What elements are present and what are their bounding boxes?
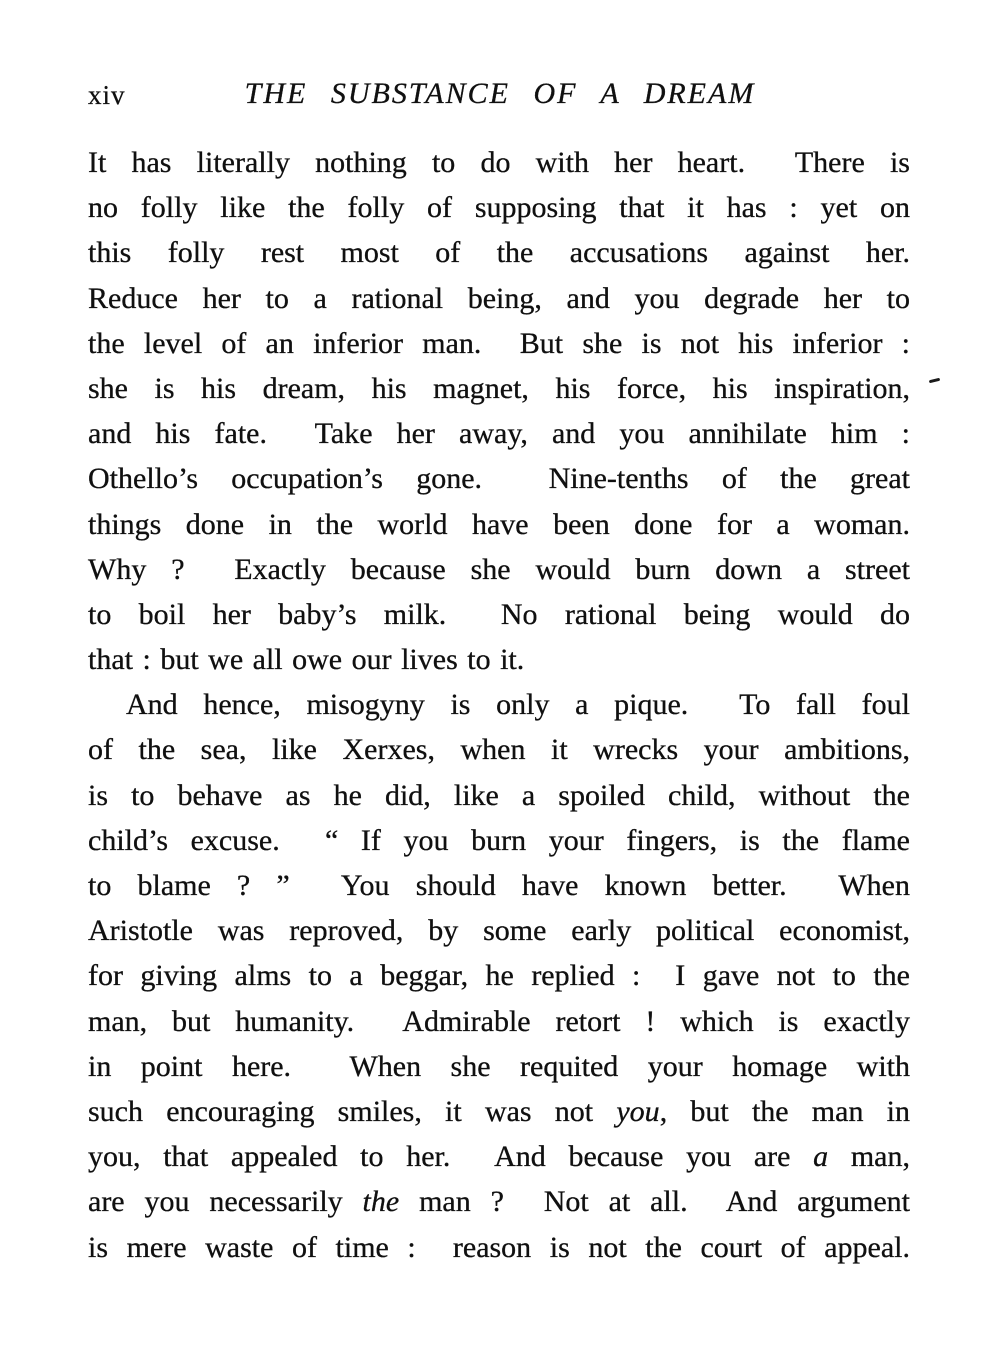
italic-word: the [362, 1185, 400, 1219]
text-line: to blame ? ” You should have known better. When [88, 869, 910, 902]
text-line: for giving alms to a beggar, he replied : I gave not to the [88, 959, 910, 993]
text-segment: such encouraging smiles, it was not [88, 1094, 617, 1128]
text-segment: you, that appealed to her. And because you are [88, 1140, 814, 1174]
text-line: is to behave as he did, like a spoiled child, without the [88, 778, 910, 812]
text-line: the level of an inferior man. But she is not his inferior : [88, 326, 910, 360]
text-line: man, but humanity. Admirable retort ! which is exactly [88, 1004, 910, 1038]
text-line: this folly rest most of the accusations against her. [88, 236, 910, 270]
text-line: is mere waste of time : reason is not the court of appeal. [88, 1230, 910, 1264]
text-segment: are you necessarily [88, 1185, 363, 1219]
paragraph-two [88, 682, 910, 1269]
text-line: no folly like the folly of supposing that it has : yet on [88, 191, 910, 225]
page-number: xiv [88, 80, 126, 110]
text-line: she is his dream, his magnet, his force, his inspiration, [88, 371, 910, 405]
text-segment: man, [828, 1140, 910, 1174]
italic-word: a [813, 1140, 829, 1174]
scan-speck [929, 378, 940, 384]
running-title: THE SUBSTANCE OF A DREAM [244, 77, 756, 110]
italic-word: you [616, 1094, 660, 1128]
text-line: and his fate. Take her away, and you annihilate him : [88, 417, 910, 451]
text-line: Why ? Exactly because she would burn down a street [88, 552, 910, 586]
paragraph-one [88, 140, 910, 682]
text-line: things done in the world have been done for a woman. [88, 507, 910, 541]
text-segment: man ? Not at all. And argument [399, 1185, 910, 1219]
text-block [88, 140, 910, 1270]
text-line: of the sea, like Xerxes, when it wrecks your ambitions, [88, 733, 910, 767]
text-line: Aristotle was reproved, by some early political economist, [88, 914, 910, 948]
text-line: It has literally nothing to do with her heart. There is [88, 146, 910, 179]
text-line: And hence, misogyny is only a pique. To fall foul [126, 688, 910, 722]
text-line [88, 1134, 910, 1179]
text-line: that : but we all owe our lives to it. [88, 643, 525, 677]
text-line: in point here. When she requited your homage with [88, 1049, 910, 1083]
text-line: Reduce her to a rational being, and you degrade her to [88, 281, 910, 315]
text-line: child’s excuse. “ If you burn your fingers, is the flame [88, 823, 910, 857]
text-line: Othello’s occupation’s gone. Nine-tenths of the great [88, 462, 910, 496]
text-line [88, 1089, 910, 1134]
text-segment: , but the man in [659, 1094, 910, 1128]
running-head [88, 76, 912, 112]
text-line [88, 1179, 910, 1224]
text-line: to boil her baby’s milk. No rational being would do [88, 597, 910, 631]
